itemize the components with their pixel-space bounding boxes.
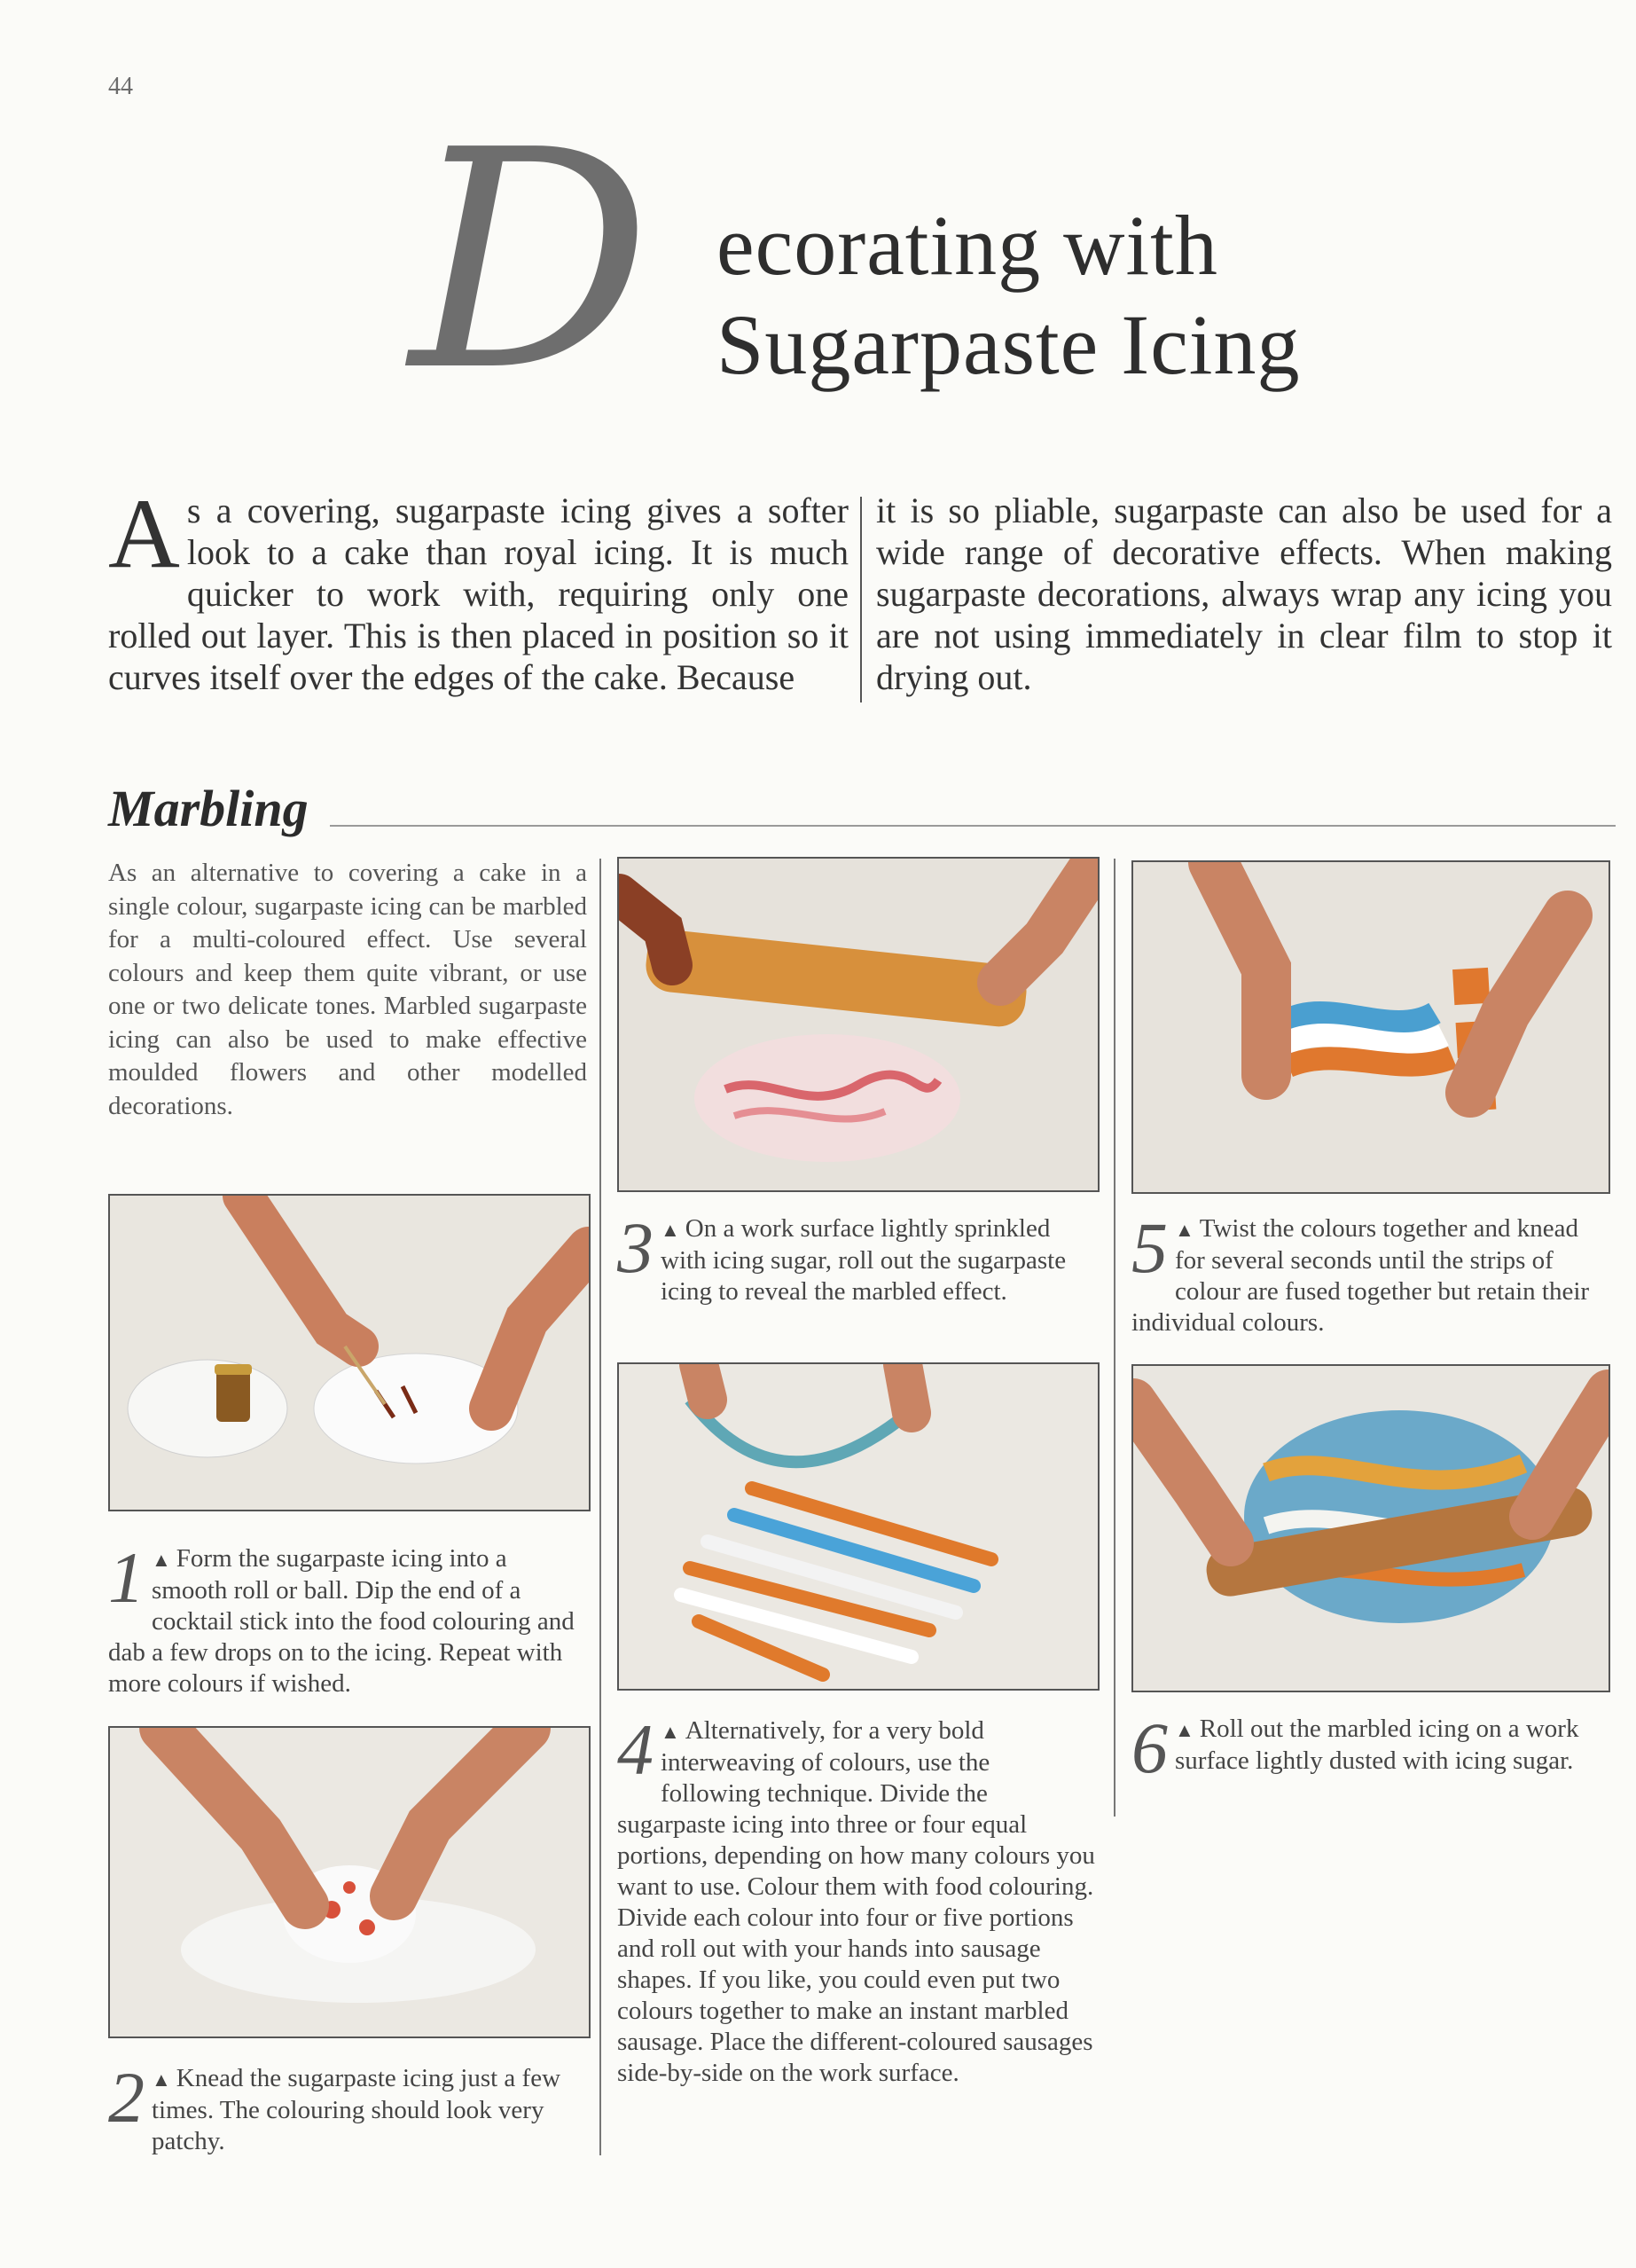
step-number-5: 5 xyxy=(1131,1207,1168,1288)
section-heading: Marbling xyxy=(108,780,309,837)
intro-right-text: it is so pliable, sugarpaste can also be used for a wide range of decorative effects. When making sugarpaste decorations, always wrap any icing you are not using immediately in clear film to stop it drying out. xyxy=(876,490,1612,697)
caption-step-1 xyxy=(108,1537,583,1699)
photo-step-6 xyxy=(1131,1364,1610,1692)
intro-divider xyxy=(860,497,862,702)
photo-step-6-image xyxy=(1133,1366,1609,1691)
title-line-1: ecorating with xyxy=(716,198,1218,293)
photo-step-4 xyxy=(617,1362,1100,1691)
marker-triangle-icon: ▲ xyxy=(661,1721,680,1743)
intro-left-text: s a covering, sugarpaste icing gives a softer look to a cake than royal icing. It is much quicker to work with, requiring only one rolled out layer. This is then placed in position so it curves itself over the edges of the cake. Because xyxy=(108,490,849,697)
step-number-1: 1 xyxy=(108,1537,145,1618)
intro-drop-cap: A xyxy=(108,479,180,589)
step-number-6: 6 xyxy=(1131,1707,1168,1788)
photo-step-2-image xyxy=(110,1728,589,2036)
page-number: 44 xyxy=(108,73,133,100)
marker-triangle-icon: ▲ xyxy=(1175,1219,1194,1241)
marker-triangle-icon: ▲ xyxy=(661,1219,680,1241)
photo-step-2 xyxy=(108,1726,591,2038)
photo-step-5 xyxy=(1131,860,1610,1194)
step-5-text: Twist the colours together and knead for several seconds until the strips of colour are fused together but retain their individual colours. xyxy=(1131,1214,1590,1337)
photo-step-3-image xyxy=(619,859,1098,1190)
caption-step-4 xyxy=(617,1709,1096,2089)
section-lead-text: As an alternative to covering a cake in a single colour, sugarpaste icing can be marbled for a multi-coloured effect. Use several colours and keep them quite vibrant, or use one or two delicate tones. Marbled sugarpaste icing can also be used to make effective moulded flowers and other modelled decorations. xyxy=(108,859,587,1120)
step-6-text: Roll out the marbled icing on a work surface lightly dusted with icing sugar. xyxy=(1175,1715,1579,1775)
title-drop-letter: D xyxy=(410,86,652,437)
photo-step-1 xyxy=(108,1194,591,1511)
photo-step-3 xyxy=(617,857,1100,1192)
caption-step-3 xyxy=(617,1207,1069,1307)
step-3-text: On a work surface lightly sprinkled with icing sugar, roll out the sugarpaste icing to reveal the marbled effect. xyxy=(661,1214,1067,1306)
photo-step-4-image xyxy=(619,1364,1098,1689)
caption-step-5 xyxy=(1131,1207,1601,1338)
photo-step-5-image xyxy=(1133,862,1609,1192)
caption-step-2 xyxy=(108,2057,583,2157)
step-2-text: Knead the sugarpaste icing just a few times. The colouring should look very patchy. xyxy=(152,2064,561,2155)
title-line-2: Sugarpaste Icing xyxy=(716,297,1301,392)
column-rule-left xyxy=(599,859,601,2155)
column-rule-right xyxy=(1114,859,1115,1817)
photo-step-1-image xyxy=(110,1196,589,1510)
step-1-text: Form the sugarpaste icing into a smooth roll or ball. Dip the end of a cocktail stick into the food colouring and dab a few drops on to the icing. Repeat with more colours if wished. xyxy=(108,1544,575,1698)
step-number-2: 2 xyxy=(108,2057,145,2138)
marker-triangle-icon: ▲ xyxy=(152,2068,171,2091)
step-number-3: 3 xyxy=(617,1207,654,1288)
step-number-4: 4 xyxy=(617,1709,654,1790)
caption-step-6 xyxy=(1131,1707,1584,1788)
step-4-text: Alternatively, for a very bold interweaving of colours, use the following technique. Divide the sugarpaste icing into three or four equal portions, depending on how many colours you want to use. Colour them with food colouring. Divide each colour into four or five portions and roll out with your hands into sausage shapes. If you like, you could even put two colours together to make an instant marbled sausage. Place the different-coloured sausages side-by-side on the work surface. xyxy=(617,1716,1095,2087)
marker-triangle-icon: ▲ xyxy=(152,1549,171,1571)
marker-triangle-icon: ▲ xyxy=(1175,1719,1194,1741)
intro-left-column xyxy=(108,479,849,698)
section-rule xyxy=(330,825,1616,827)
